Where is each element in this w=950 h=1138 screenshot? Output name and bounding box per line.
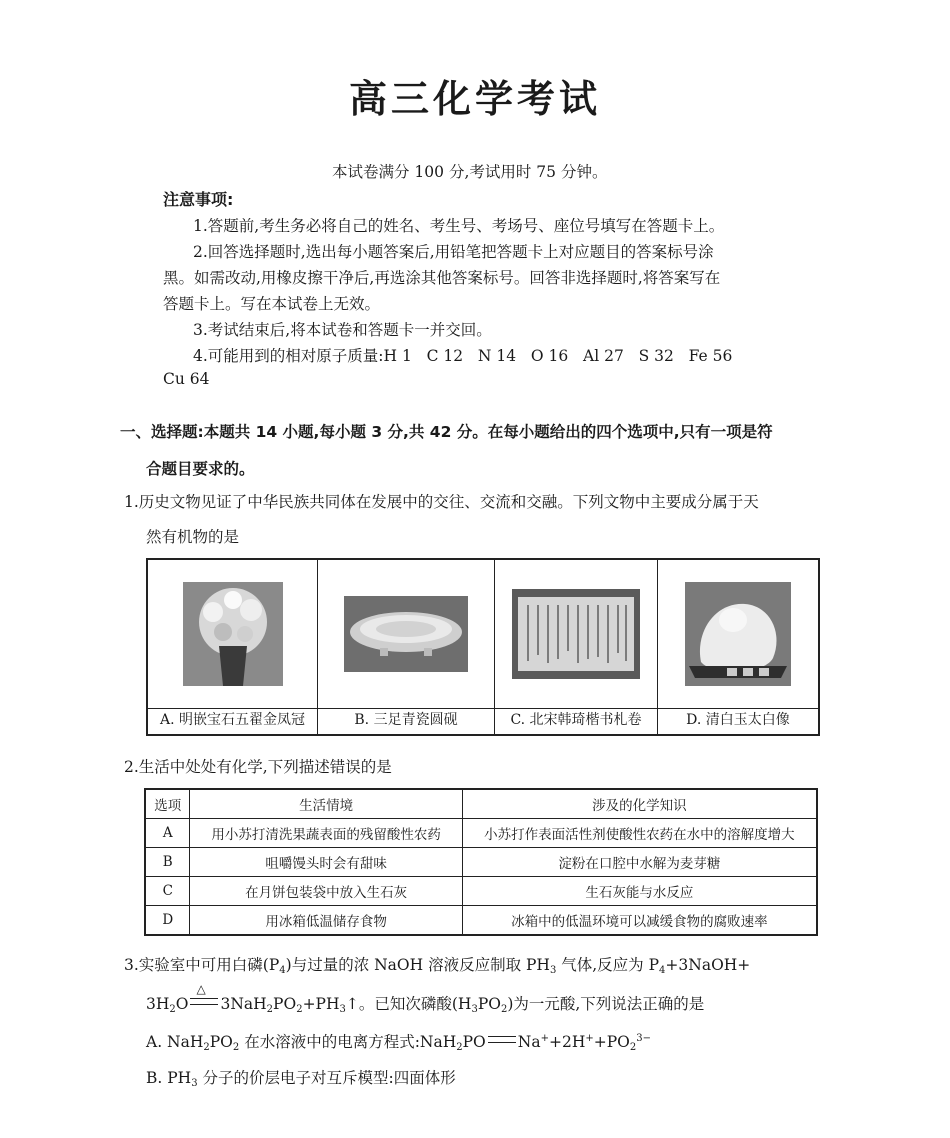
- q2-row-b: [145, 848, 817, 877]
- q2-cell: 咀嚼馒头时会有甜味: [190, 848, 462, 877]
- q2-cell: C: [145, 877, 190, 906]
- notice-item-2-end: 答题卡上。写在本试卷上无效。: [163, 295, 381, 313]
- notice-item-4: 4.可能用到的相对原子质量:H 1 C 12 N 14 O 16 Al 27 S 32 Fe 56: [193, 347, 733, 365]
- q1-option-a[interactable]: [148, 560, 318, 734]
- exam-intro: 本试卷满分 100 分,考试用时 75 分钟。: [332, 163, 608, 181]
- q2-cell: 小苏打作表面活性剂使酸性农药在水中的溶解度增大: [462, 819, 817, 848]
- q1-stem: 1.历史文物见证了中华民族共同体在发展中的交往、交流和交融。下列文物中主要成分属于天: [124, 493, 759, 511]
- notice-item-2: 2.回答选择题时,选出每小题答案后,用铅笔把答题卡上对应题目的答案标号涂: [193, 243, 714, 261]
- q3-option-b[interactable]: B. $PH_3$ 分子的价层电子对互斥模型:四面体形: [146, 1069, 456, 1089]
- q2-row-c: [145, 877, 817, 906]
- scroll-image: [495, 560, 657, 709]
- q2-header-scenario: 生活情境: [190, 789, 462, 819]
- exam-title: 高三化学考试: [348, 77, 601, 121]
- q2-cell: 淀粉在口腔中水解为麦芽糖: [462, 848, 817, 877]
- q2-stem: 2.生活中处处有化学,下列描述错误的是: [124, 758, 392, 776]
- q2-table: [144, 788, 818, 936]
- q2-cell: B: [145, 848, 190, 877]
- inkstone-image: [318, 560, 494, 709]
- q1-option-c[interactable]: [495, 560, 658, 734]
- equals-sign: [486, 1033, 518, 1051]
- notice-item-3: 3.考试结束后,将本试卷和答题卡一并交回。: [193, 321, 492, 339]
- q2-header-row: [145, 789, 817, 819]
- q2-header-knowledge: 涉及的化学知识: [462, 789, 817, 819]
- q1-option-d[interactable]: [658, 560, 818, 734]
- q1-option-b[interactable]: [318, 560, 495, 734]
- section1-heading: 一、选择题:本题共 14 小题,每小题 3 分,共 42 分。在每小题给出的四个选项中,只有一项是符: [120, 423, 773, 441]
- q2-header-option: 选项: [145, 789, 190, 819]
- jade-statue-image: [658, 560, 818, 709]
- q2-cell: D: [145, 906, 190, 936]
- q1-option-c-label: C. 北宋韩琦楷书札卷: [510, 712, 642, 728]
- q2-cell: 用小苏打清洗果蔬表面的残留酸性农药: [190, 819, 462, 848]
- q2-row-d: [145, 906, 817, 936]
- notice-item-2-cont: 黑。如需改动,用橡皮擦干净后,再选涂其他答案标号。回答非选择题时,将答案写在: [163, 269, 721, 287]
- q2-cell: A: [145, 819, 190, 848]
- q3-stem-line2: $3H_2O$ △ $3NaH_2PO_2+PH_3↑$。已知次磷酸$(H_3PO_2)$为一元酸,下列说法正确的是: [146, 982, 705, 1015]
- notice-item-1: 1.答题前,考生务必将自己的姓名、考生号、考场号、座位号填写在答题卡上。: [193, 217, 725, 235]
- q1-option-b-label: B. 三足青瓷圆砚: [354, 712, 458, 728]
- q2-cell: 在月饼包装袋中放入生石灰: [190, 877, 462, 906]
- q1-option-a-label: A. 明嵌宝石五翟金凤冠: [159, 712, 305, 728]
- q2-cell: 冰箱中的低温环境可以减缓食物的腐败速率: [462, 906, 817, 936]
- q2-cell: 生石灰能与水反应: [462, 877, 817, 906]
- section1-heading-cont: 合题目要求的。: [146, 460, 255, 478]
- q2-cell: 用冰箱低温储存食物: [190, 906, 462, 936]
- q1-stem-cont: 然有机物的是: [146, 528, 240, 546]
- notice-item-4-cont: Cu 64: [163, 370, 210, 388]
- heat-equals-sign: △: [188, 995, 220, 1013]
- q2-row-a: [145, 819, 817, 848]
- notice-heading: 注意事项:: [163, 190, 234, 209]
- q3-option-a[interactable]: A. $NaH_2PO_2$ 在水溶液中的电离方程式:NaH$_2$PO $Na^++2H^++PO_2^{3-}$: [146, 1033, 651, 1053]
- q1-option-d-label: D. 清白玉太白像: [686, 712, 790, 728]
- crown-image: [148, 560, 317, 709]
- q1-options-table: [146, 558, 820, 736]
- q3-stem-line1: 3.实验室中可用白磷$(P_4)$与过量的浓 NaOH 溶液反应制取 $PH_3$ 气体,反应为 $P_4+3NaOH+$: [124, 956, 751, 976]
